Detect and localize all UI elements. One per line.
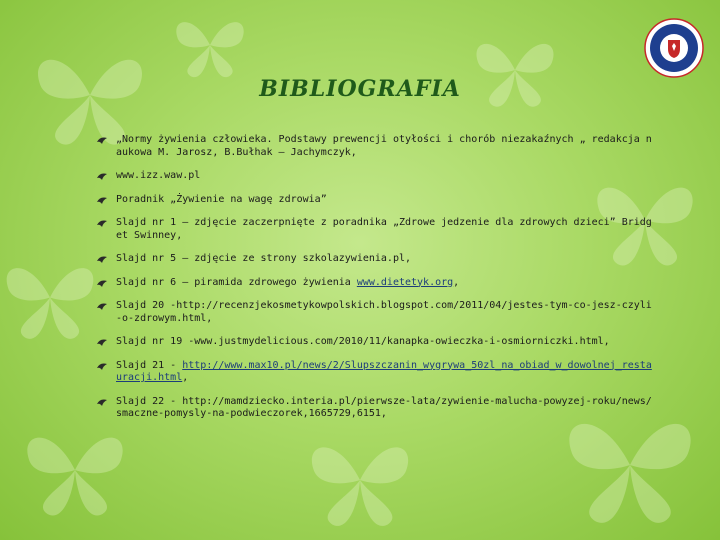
dietetyk-link[interactable]: www.dietetyk.org	[356, 276, 454, 288]
list-item	[96, 277, 656, 290]
bullet-icon	[96, 361, 108, 371]
butterfly-decoration	[170, 10, 250, 80]
list-item-text: Slajd nr 5 – zdjęcie ze strony szkolazywienia.pl,	[116, 253, 412, 264]
bibliography-list	[96, 134, 656, 432]
bullet-icon	[96, 397, 108, 407]
list-item	[96, 253, 656, 266]
list-item	[96, 300, 656, 325]
bullet-icon	[96, 254, 108, 264]
list-item-text: Slajd nr 6 – piramida zdrowego żywienia	[116, 276, 357, 288]
list-item	[96, 170, 656, 183]
list-item	[96, 194, 656, 207]
bullet-icon	[96, 195, 108, 205]
bullet-icon	[96, 218, 108, 228]
list-item-text: Slajd 21 -	[116, 359, 183, 371]
butterfly-decoration	[0, 250, 100, 345]
slide-title: BIBLIOGRAFIA	[259, 76, 461, 102]
list-item-suffix: ,	[182, 372, 189, 383]
bullet-icon	[96, 135, 108, 145]
bullet-icon	[96, 301, 108, 311]
list-item-text: Slajd nr 19 -www.justmydelicious.com/2010/11/kanapka-owieczka-i-osmiorniczki.html,	[116, 336, 610, 347]
bullet-icon	[96, 278, 108, 288]
list-item-text: Poradnik „Żywienie na wagę zdrowia”	[116, 193, 327, 205]
list-item	[96, 217, 656, 242]
butterfly-decoration	[20, 420, 130, 520]
bullet-icon	[96, 337, 108, 347]
list-item-text: Slajd 22 - http://mamdziecko.interia.pl/pierwsze-lata/zywienie-malucha-powyzej-roku/news/smaczne-pomysly-na-podwieczorek,1665729,6151,	[116, 395, 652, 419]
list-item-text: www.izz.waw.pl	[116, 170, 201, 181]
list-item-suffix: ,	[453, 276, 460, 288]
max10-link[interactable]: http://www.max10.pl/news/2/Slupszczanin_wygrywa_50zl_na_obiad_w_dowolnej_restauracji.html	[116, 359, 652, 383]
bullet-icon	[96, 171, 108, 181]
list-item	[96, 396, 656, 421]
sanitary-inspection-logo	[644, 18, 704, 78]
list-item	[96, 134, 656, 159]
butterfly-decoration	[300, 430, 420, 530]
list-item-text: Slajd nr 1 – zdjęcie zaczerpnięte z poradnika „Zdrowe jedzenie dla zdrowych dzieci” Bridget Swinney,	[116, 217, 652, 241]
list-item	[96, 360, 656, 385]
list-item-text: „Normy żywienia człowieka. Podstawy prewencji otyłości i chorób niezakaźnych „ redakcja naukowa M. Jarosz, B.Bułhak – Jachymczyk,	[116, 134, 652, 158]
list-item-text: Slajd 20 -http://recenzjekosmetykowpolskich.blogspot.com/2011/04/jestes-tym-co-jesz-czyli-o-zdrowym.html,	[116, 300, 652, 324]
list-item	[96, 336, 656, 349]
